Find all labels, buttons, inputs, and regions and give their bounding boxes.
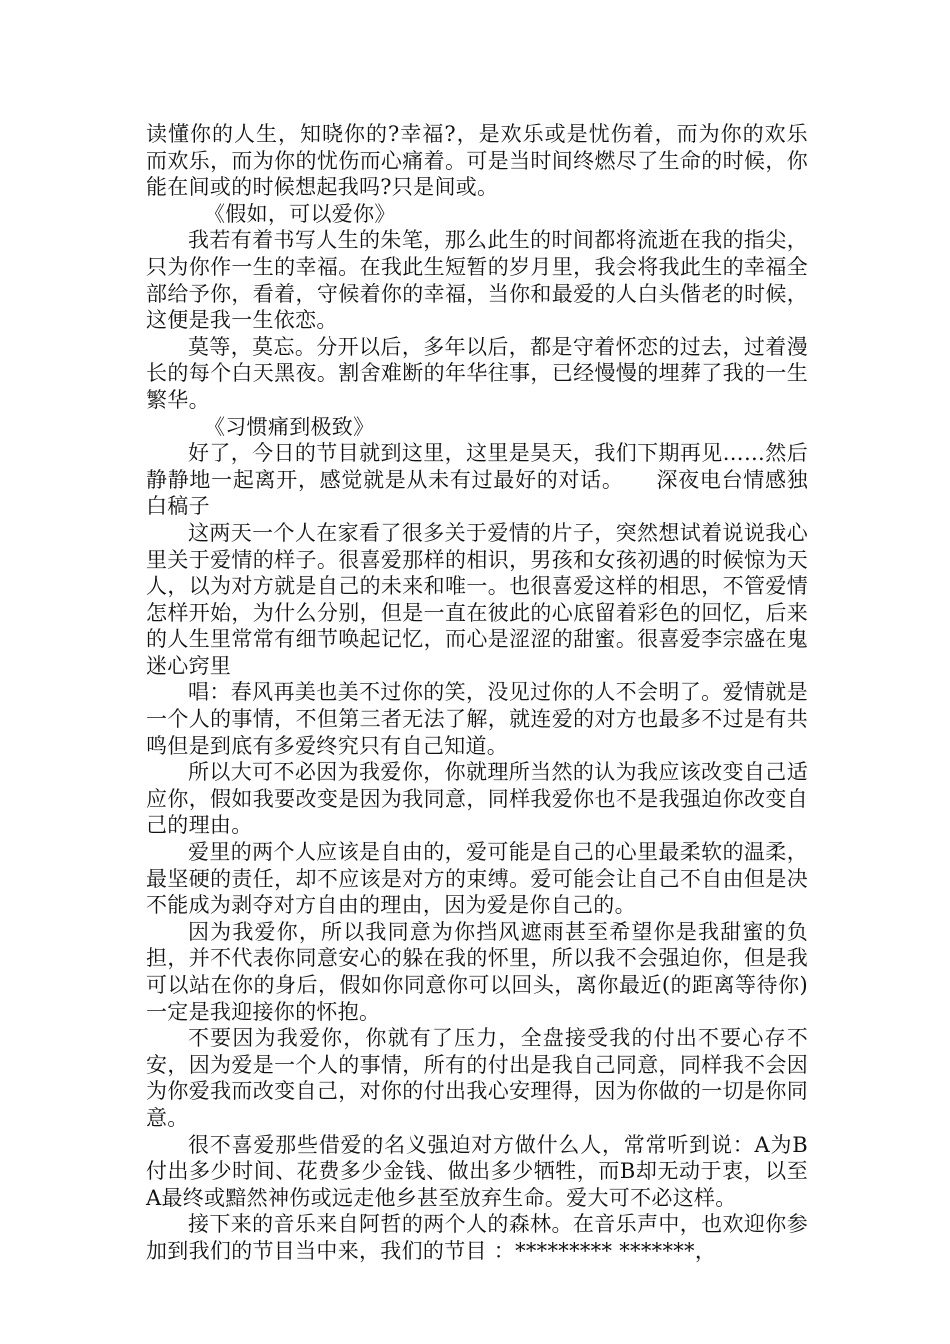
paragraph: 爱里的两个人应该是自由的，爱可能是自己的心里最柔软的温柔，最坚硬的责任，却不应该是对方的束缚。爱可能会让自己不自由但是决不能成为剥夺对方自由的理由，因为爱是你自己的。 xyxy=(146,840,808,918)
paragraph: 所以大可不必因为我爱你，你就理所当然的认为我应该改变自己适应你，假如我要改变是因为我同意，同样我爱你也不是我强迫你改变自己的理由。 xyxy=(146,760,808,838)
paragraph: 好了，今日的节目就到这里，这里是昊天，我们下期再见……然后静静地一起离开，感觉就是从未有过最好的对话。 深夜电台情感独白稿子 xyxy=(146,441,808,519)
paragraph: 我若有着书写人生的朱笔，那么此生的时间都将流逝在我的指尖，只为你作一生的幸福。在我此生短暂的岁月里，我会将我此生的幸福全部给予你，看着，守候着你的幸福，当你和最爱的人白头偕老的时候，这便是我一生依恋。 xyxy=(146,228,808,333)
paragraph: 很不喜爱那些借爱的名义强迫对方做什么人，常常听到说：A为B付出多少时间、花费多少金钱、做出多少牺牲，而B却无动于衷，以至A最终或黯然神伤或远走他乡甚至放弃生命。爱大可不必这样。 xyxy=(146,1132,808,1210)
paragraph: 不要因为我爱你，你就有了压力，全盘接受我的付出不要心存不安，因为爱是一个人的事情，所有的付出是我自己同意，同样我不会因为你爱我而改变自己，对你的付出我心安理得，因为你做的一切是你同意。 xyxy=(146,1026,808,1130)
section-title: 《习惯痛到极致》 xyxy=(204,414,375,439)
document-page xyxy=(146,121,808,1265)
paragraph: 读懂你的人生，知晓你的?幸福?，是欢乐或是忧伤着，而为你的欢乐而欢乐，而为你的忧伤而心痛着。可是当时间终燃尽了生命的时候，你能在间或的时候想起我吗?只是间或。 xyxy=(146,122,808,200)
paragraph: 接下来的音乐来自阿哲的两个人的森林。在音乐声中，也欢迎你参加到我们的节目当中来，我们的节目 ：********* *******， xyxy=(146,1212,808,1263)
paragraph: 这两天一个人在家看了很多关于爱情的片子，突然想试着说说我心里关于爱情的样子。很喜爱那样的相识，男孩和女孩初遇的时候惊为天人，以为对方就是自己的未来和唯一。也很喜爱这样的相思，不管爱情怎样开始，为什么分别，但是一直在彼此的心底留着彩色的回忆，后来的人生里常常有细节唤起记忆，而心是涩涩的甜蜜。很喜爱李宗盛在鬼迷心窍里 xyxy=(146,520,808,678)
paragraph: 因为我爱你，所以我同意为你挡风遮雨甚至希望你是我甜蜜的负担，并不代表你同意安心的躲在我的怀里，所以我不会强迫你，但是我可以站在你的身后，假如你同意你可以回头，离你最近(的距离等待你)一定是我迎接你的怀抱。 xyxy=(146,919,808,1024)
paragraph: 唱：春风再美也美不过你的笑，没见过你的人不会明了。爱情就是一个人的事情，不但第三者无法了解，就连爱的对方也最多不过是有共鸣但是到底有多爱终究只有自己知道。 xyxy=(146,680,808,758)
section-title: 《假如，可以爱你》 xyxy=(204,201,396,226)
paragraph: 莫等，莫忘。分开以后，多年以后，都是守着怀恋的过去，过着漫长的每个白天黑夜。割舍难断的年华往事，已经慢慢的埋葬了我的一生繁华。 xyxy=(146,334,808,412)
